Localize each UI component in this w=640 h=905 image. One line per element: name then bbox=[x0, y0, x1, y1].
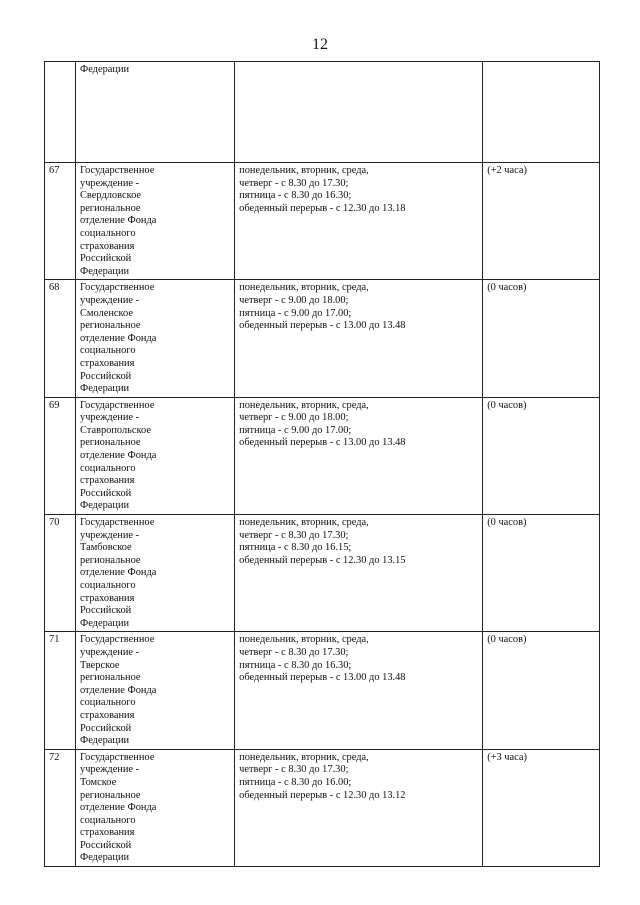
org-line: Российской bbox=[80, 370, 132, 382]
hours-line: четверг - с 9.00 до 18.00; bbox=[239, 412, 349, 424]
schedule-table bbox=[44, 61, 600, 867]
org-line: Государственное bbox=[80, 517, 155, 529]
org-line: Государственное bbox=[80, 751, 155, 763]
org-line: социального bbox=[80, 345, 136, 357]
cell-num bbox=[45, 62, 76, 163]
org-line: Российской bbox=[80, 253, 132, 265]
cell-organization bbox=[76, 280, 235, 397]
cell-timezone: (0 часов) bbox=[483, 397, 600, 514]
org-line: Федерации bbox=[80, 383, 130, 395]
org-line: Государственное bbox=[80, 282, 155, 294]
org-line: социального bbox=[80, 580, 136, 591]
org-line: Федерации bbox=[80, 64, 130, 75]
org-line: Тамбовское bbox=[80, 542, 132, 554]
cell-organization bbox=[76, 163, 235, 280]
hours-line: пятница - с 9.00 до 17.00; bbox=[239, 424, 352, 436]
org-line: региональное bbox=[80, 437, 141, 449]
cell-organization bbox=[76, 632, 235, 749]
hours-line: понедельник, вторник, среда, bbox=[239, 751, 369, 763]
org-line: социального bbox=[80, 227, 136, 239]
cell-hours bbox=[235, 163, 483, 280]
cell-timezone: (+2 часа) bbox=[483, 163, 600, 280]
org-line: Ставропольское bbox=[80, 424, 151, 436]
schedule-table-body bbox=[45, 62, 600, 867]
cell-hours bbox=[235, 62, 483, 163]
table-row-continuation bbox=[45, 62, 600, 163]
org-line: Федерации bbox=[80, 735, 130, 747]
org-line: страхования bbox=[80, 475, 135, 487]
hours-line: обеденный перерыв - с 12.30 до 13.15 bbox=[239, 554, 406, 566]
hours-line: пятница - с 8.30 до 16.30; bbox=[239, 659, 352, 671]
org-line: учреждение - bbox=[80, 764, 140, 776]
org-line: учреждение - bbox=[80, 177, 140, 189]
cell-hours bbox=[235, 749, 483, 866]
org-line: Тверское bbox=[80, 659, 120, 671]
table-row bbox=[45, 632, 600, 749]
cell-timezone: (0 часов) bbox=[483, 280, 600, 397]
org-line: социального bbox=[80, 814, 136, 826]
hours-line: пятница - с 8.30 до 16.00; bbox=[239, 776, 352, 788]
cell-hours bbox=[235, 632, 483, 749]
cell-num: 69 bbox=[45, 397, 76, 514]
table-row bbox=[45, 397, 600, 514]
org-line: отделение Фонда bbox=[80, 802, 157, 814]
org-line: региональное bbox=[80, 320, 141, 332]
page-number: 12 bbox=[312, 36, 328, 53]
hours-line: понедельник, вторник, среда, bbox=[239, 282, 369, 294]
org-line: Федерации bbox=[80, 617, 130, 629]
hours-line: четверг - с 8.30 до 17.30; bbox=[239, 646, 349, 658]
hours-line: четверг - с 8.30 до 17.30; bbox=[239, 529, 349, 541]
table-row bbox=[45, 280, 600, 397]
hours-line: обеденный перерыв - с 13.00 до 13.48 bbox=[239, 437, 406, 449]
org-line: Государственное bbox=[80, 165, 155, 176]
hours-line: обеденный перерыв - с 12.30 до 13.12 bbox=[239, 789, 406, 801]
cell-organization bbox=[76, 397, 235, 514]
org-line: отделение Фонда bbox=[80, 684, 157, 696]
org-line: страхования bbox=[80, 240, 135, 252]
cell-num: 68 bbox=[45, 280, 76, 397]
cell-organization bbox=[76, 515, 235, 632]
org-line: учреждение - bbox=[80, 294, 140, 306]
cell-hours bbox=[235, 515, 483, 632]
table-row bbox=[45, 163, 600, 280]
hours-line: обеденный перерыв - с 13.00 до 13.48 bbox=[239, 672, 406, 684]
org-line: региональное bbox=[80, 789, 141, 801]
hours-line: понедельник, вторник, среда, bbox=[239, 399, 369, 411]
org-line: Смоленское bbox=[80, 307, 133, 319]
hours-line: понедельник, вторник, среда, bbox=[239, 517, 369, 529]
cell-timezone bbox=[483, 62, 600, 163]
org-line: социального bbox=[80, 697, 136, 709]
hours-line: понедельник, вторник, среда, bbox=[239, 165, 369, 176]
org-line: отделение Фонда bbox=[80, 332, 157, 344]
hours-line: обеденный перерыв - с 13.00 до 13.48 bbox=[239, 320, 406, 332]
org-line: отделение Фонда bbox=[80, 215, 157, 227]
hours-line: обеденный перерыв - с 12.30 до 13.18 bbox=[239, 202, 406, 214]
org-line: отделение Фонда bbox=[80, 567, 157, 579]
cell-num: 70 bbox=[45, 515, 76, 632]
cell-num: 72 bbox=[45, 749, 76, 866]
cell-timezone: (+3 часа) bbox=[483, 749, 600, 866]
org-line: отделение Фонда bbox=[80, 450, 157, 462]
org-line: социального bbox=[80, 462, 136, 474]
hours-line: понедельник, вторник, среда, bbox=[239, 634, 369, 646]
org-line: Федерации bbox=[80, 265, 130, 277]
cell-num: 67 bbox=[45, 163, 76, 280]
org-line: Государственное bbox=[80, 399, 155, 411]
org-line: Государственное bbox=[80, 634, 155, 646]
cell-hours bbox=[235, 397, 483, 514]
hours-line: пятница - с 8.30 до 16.15; bbox=[239, 542, 352, 554]
cell-timezone: (0 часов) bbox=[483, 515, 600, 632]
hours-line: четверг - с 9.00 до 18.00; bbox=[239, 294, 349, 306]
org-line: учреждение - bbox=[80, 646, 140, 658]
hours-line: четверг - с 8.30 до 17.30; bbox=[239, 177, 349, 189]
table-row bbox=[45, 515, 600, 632]
org-line: Томское bbox=[80, 776, 117, 788]
org-line: учреждение - bbox=[80, 412, 140, 424]
cell-num: 71 bbox=[45, 632, 76, 749]
hours-line: пятница - с 8.30 до 16.30; bbox=[239, 190, 352, 202]
org-line: Российской bbox=[80, 839, 132, 851]
org-line: страхования bbox=[80, 709, 135, 721]
org-line: региональное bbox=[80, 202, 141, 214]
org-line: страхования bbox=[80, 357, 135, 369]
hours-line: четверг - с 8.30 до 17.30; bbox=[239, 764, 349, 776]
org-line: региональное bbox=[80, 554, 141, 566]
cell-organization bbox=[76, 749, 235, 866]
org-line: Российской bbox=[80, 487, 132, 499]
org-line: страхования bbox=[80, 827, 135, 839]
org-line: Российской bbox=[80, 605, 132, 617]
org-line: учреждение - bbox=[80, 529, 140, 541]
org-line: Российской bbox=[80, 722, 132, 734]
org-line: страхования bbox=[80, 592, 135, 604]
cell-timezone: (0 часов) bbox=[483, 632, 600, 749]
hours-line: пятница - с 9.00 до 17.00; bbox=[239, 307, 352, 319]
table-row bbox=[45, 749, 600, 866]
org-line: Свердловское bbox=[80, 190, 142, 202]
org-line: Федерации bbox=[80, 500, 130, 512]
cell-hours bbox=[235, 280, 483, 397]
org-line: региональное bbox=[80, 672, 141, 684]
cell-organization bbox=[76, 62, 235, 163]
org-line: Федерации bbox=[80, 852, 130, 864]
